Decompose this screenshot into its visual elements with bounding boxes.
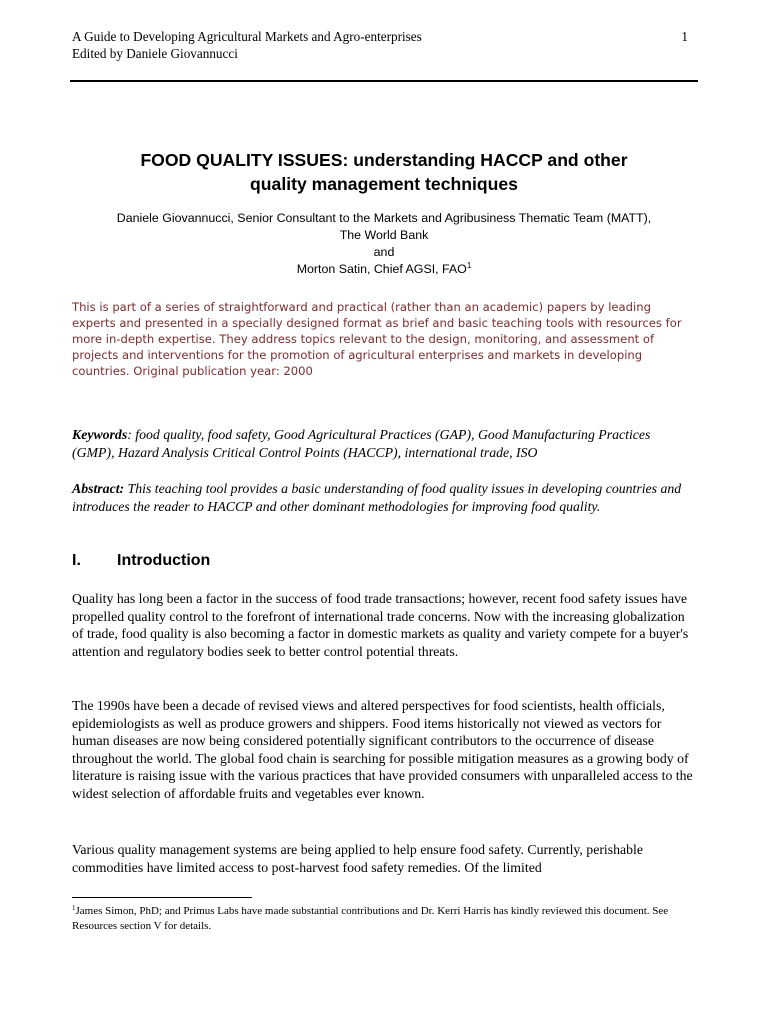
author-name: Morton Satin, Chief AGSI, FAO: [296, 262, 467, 276]
abstract-label: Abstract:: [72, 481, 125, 496]
keywords-text: : food quality, food safety, Good Agricultural Practices (GAP), Good Manufacturing Practices (GMP), Hazard Analysis Critical Control Points (HACCP), international trade, ISO: [72, 427, 651, 460]
section-heading: [72, 551, 210, 571]
abstract-paragraph: [72, 480, 696, 515]
footnote-divider: [72, 897, 252, 898]
section-title: Introduction: [117, 552, 211, 569]
footnote-marker: 1: [466, 261, 472, 270]
page-number: 1: [681, 29, 688, 44]
author-line-3: and: [373, 245, 395, 259]
author-line-4: [60, 261, 708, 278]
header-guide-title: A Guide to Developing Agricultural Markets and Agro-enterprises: [72, 29, 422, 44]
document-title: [60, 148, 708, 196]
body-paragraph: Various quality management systems are being applied to help ensure food safety. Currently, perishable commodities have limited access to post-harvest food safety remedies. Of the limited: [72, 842, 644, 875]
title-line-1: FOOD QUALITY ISSUES: understanding HACCP and other: [140, 150, 628, 170]
series-note: This is part of a series of straightforward and practical (rather than an academic) papers by leading experts and presented in a specially designed format as brief and basic teaching tools with resources for more in-depth expertise. They address topics relevant to the design, monitoring, and assessment of projects and interventions for the promotion of agricultural enterprises and markets in developing countries. Original publication year: 2000: [72, 300, 682, 378]
author-block: [60, 210, 708, 278]
author-line-1: Daniele Giovannucci, Senior Consultant to the Markets and Agribusiness Thematic Team (MATT),: [116, 211, 652, 225]
author-line-2: The World Bank: [339, 228, 429, 242]
abstract-text: This teaching tool provides a basic understanding of food quality issues in developing countries and introduces the reader to HACCP and other dominant methodologies for improving food quality.: [72, 481, 682, 514]
keywords-label: Keywords: [72, 427, 128, 442]
section-number: I.: [72, 552, 81, 569]
footnote-number: 1: [72, 904, 76, 912]
running-header: [72, 28, 688, 62]
body-paragraph: The 1990s have been a decade of revised views and altered perspectives for food scientists, health officials, epidemiologists as well as produce growers and shippers. Food items historically not viewed as vectors for human diseases are now being considered potentially significant contributors to the occurrence of disease throughout the world. The global food chain is searching for possible mitigation measures as a growing body of literature is raising issue with the various practices that have provided consumers with unparalleled access to the widest selection of affordable fruits and vegetables ever known.: [72, 698, 693, 801]
header-divider: [70, 80, 698, 82]
header-editor: Edited by Daniele Giovannucci: [72, 46, 238, 61]
keywords-paragraph: [72, 426, 688, 461]
title-line-2: quality management techniques: [250, 174, 518, 194]
body-paragraph: Quality has long been a factor in the success of food trade transactions; however, recent food safety issues have propelled quality control to the forefront of international trade concerns. Now with the increasing globalization of trade, food quality is also becoming a factor in domestic markets as quality and variety compete for a buyer's attention and regulatory bodies seek to better control potential threats.: [72, 591, 689, 659]
footnote-text: James Simon, PhD; and Primus Labs have made substantial contributions and Dr. Kerri Harris has kindly reviewed this document. See Resources section V for details.: [72, 905, 669, 932]
footnote: [72, 904, 688, 934]
